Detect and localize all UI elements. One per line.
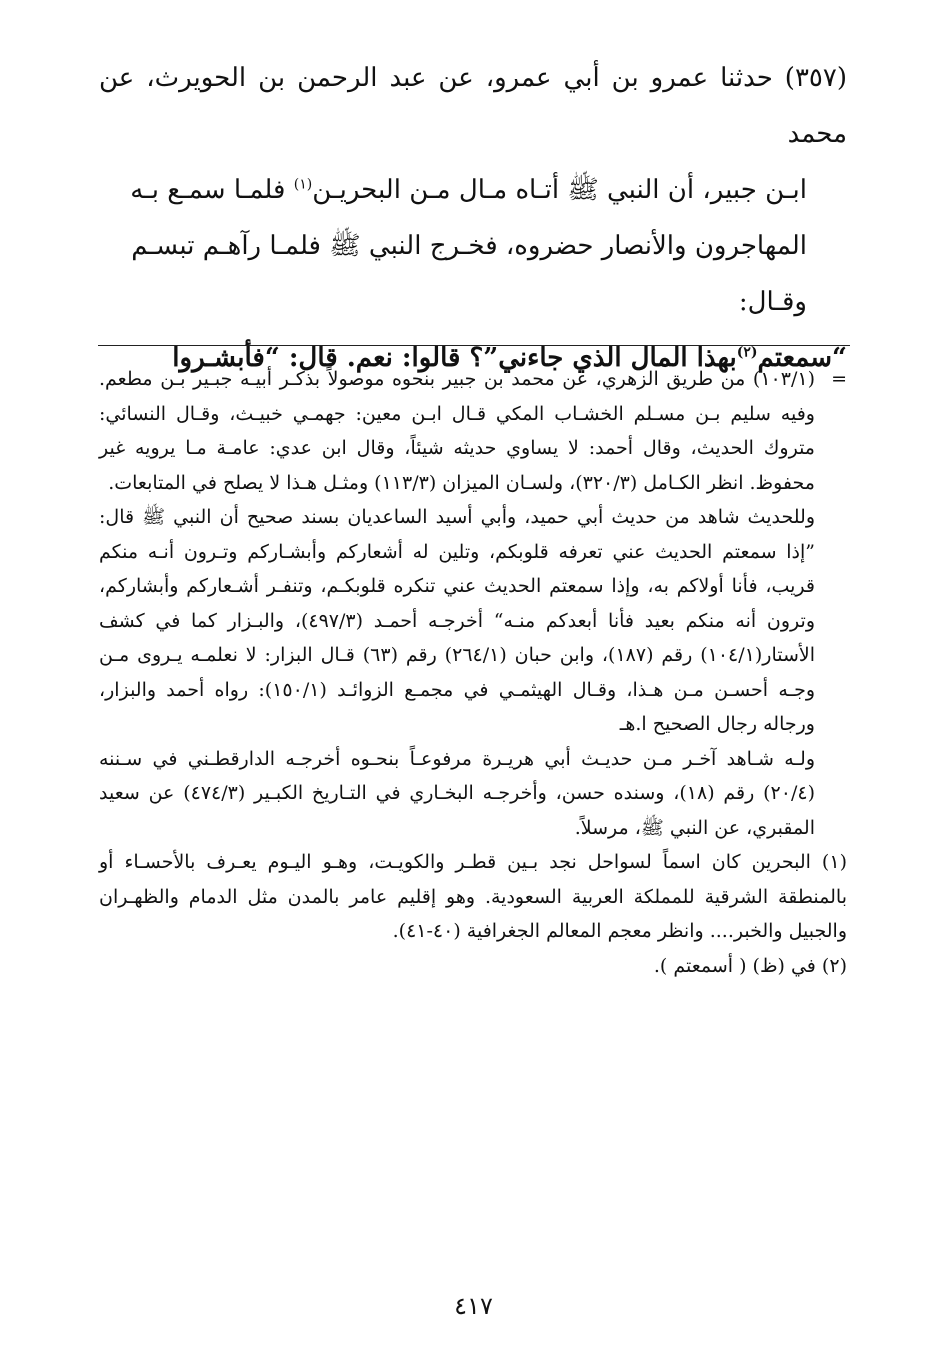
- footnote-witness-2: [99, 742, 847, 846]
- quote-start: “سمعتم: [757, 343, 847, 373]
- main-text-block: [99, 50, 847, 386]
- footnote-2: (٢) في (ظ) ( أسمعتم ).: [653, 954, 847, 977]
- hadith-line-4: وقـال:: [738, 287, 807, 317]
- hadith-line-2-text: ابـن جبير، أن النبي ﷺ أتـاه مـال مـن البحريـن: [312, 175, 807, 205]
- quote-rest: بهذا المال الذي جاءني”؟ قالوا: نعم. قال: “فأبشـروا: [172, 343, 737, 373]
- footnote-separator: [98, 345, 850, 346]
- footnote-continuation: [99, 362, 847, 500]
- witness-1-text: وللحديث شاهد من حديث أبي حميد، وأبي أسيد الساعديان بسند صحيح أن النبي ﷺ قال: ”إذا سمعتم الحديث عني تعرفه قلوبكم، وتلين له أشعاركم وأبشـاركم وتـرون أنـه منكم قريب، فأنا أولاكم به، وإذا سمعتم الحديث عني تنكره قلوبكـم، وتنفـر أشـعاركم وأبشاركم، وترون أنه منكم بعيد فأنا أبعدكم منـه“ أخرجـه أحمـد (٤٩٧/٣)، والبـزار كما في كشف الأستار(١٠٤/١) رقم (١٨٧)، وابن حبان (٢٦٤/١) رقم (٦٣) قـال البزار: لا نعلمـه يـروى مـن وجـه أحسـن مـن هـذا، وقـال الهيثمـي في مجمـع الزوائـد (١٥٠/١): رواه أحمد والبزار، ورجاله رجال الصحيح ا.هـ: [99, 506, 816, 735]
- hadith-line-2: [99, 162, 847, 218]
- hadith-line-2-end: فلمـا سمـع بـه: [130, 175, 286, 205]
- witness-2-text: ولـه شـاهد آخـر مـن حديـث أبي هريـرة مرفوعـاً بنحـوه أخرجـه الدارقطـني في سـننه (٢٠/٤) رقم (١٨)، وسنده حسن، وأخرجـه البخـاري في التـاريخ الكبـير (٤٧٤/٣) عن سعيد المقبري، عن النبي ﷺ، مرسلاً.: [99, 747, 815, 839]
- footnote-1: (١) البحرين كان اسماً لسواحل نجد بـين قطـر والكويـت، وهـو اليـوم يعـرف بالأحسـاء أو بالمنطقة الشرقية للمملكة العربية السعودية. وهو إقليم عامر بالمدن مثل الدمام والظهـران والجبيل والخبر.... وانظر معجم المعالم الجغرافية (٤٠-٤١).: [99, 851, 847, 942]
- footnote-ref-1: (١): [293, 176, 313, 193]
- footnotes-block: [99, 362, 847, 983]
- footnote-witness-1: [99, 500, 847, 742]
- hadith-line-1: (٣٥٧) حدثنا عمرو بن أبي عمرو، عن عبد الرحمن بن الحويرث، عن محمد: [99, 63, 847, 149]
- continuation-text: (١٠٣/١) من طريق الزهري، عن محمد بن جبير بنحوه موصولاً بذكـر أبيـه جبـير بـن مطعم. وفيه سليم بـن مسـلم الخشـاب المكي قـال ابـن معين: جهمـي خبيـث، وقـال النسائي: متروك الحديث، وقال أحمد: لا يساوي حديثه شيئاً، وقال ابن عدي: عامـة مـا يرويه غير محفوظ. انظر الكـامل (٣٢٠/٣)، ولسـان الميزان (١١٣/٣) ومثـل هـذا لا يصلح في المتابعات.: [99, 368, 815, 494]
- hadith-line-3: المهاجرون والأنصار حضروه، فخـرج النبي ﷺ فلمـا رآهـم تبسـم: [131, 231, 807, 261]
- page-number: ٤١٧: [454, 1292, 493, 1320]
- footnote-ref-2: (٢): [736, 344, 758, 361]
- continuation-marker: =: [831, 368, 847, 390]
